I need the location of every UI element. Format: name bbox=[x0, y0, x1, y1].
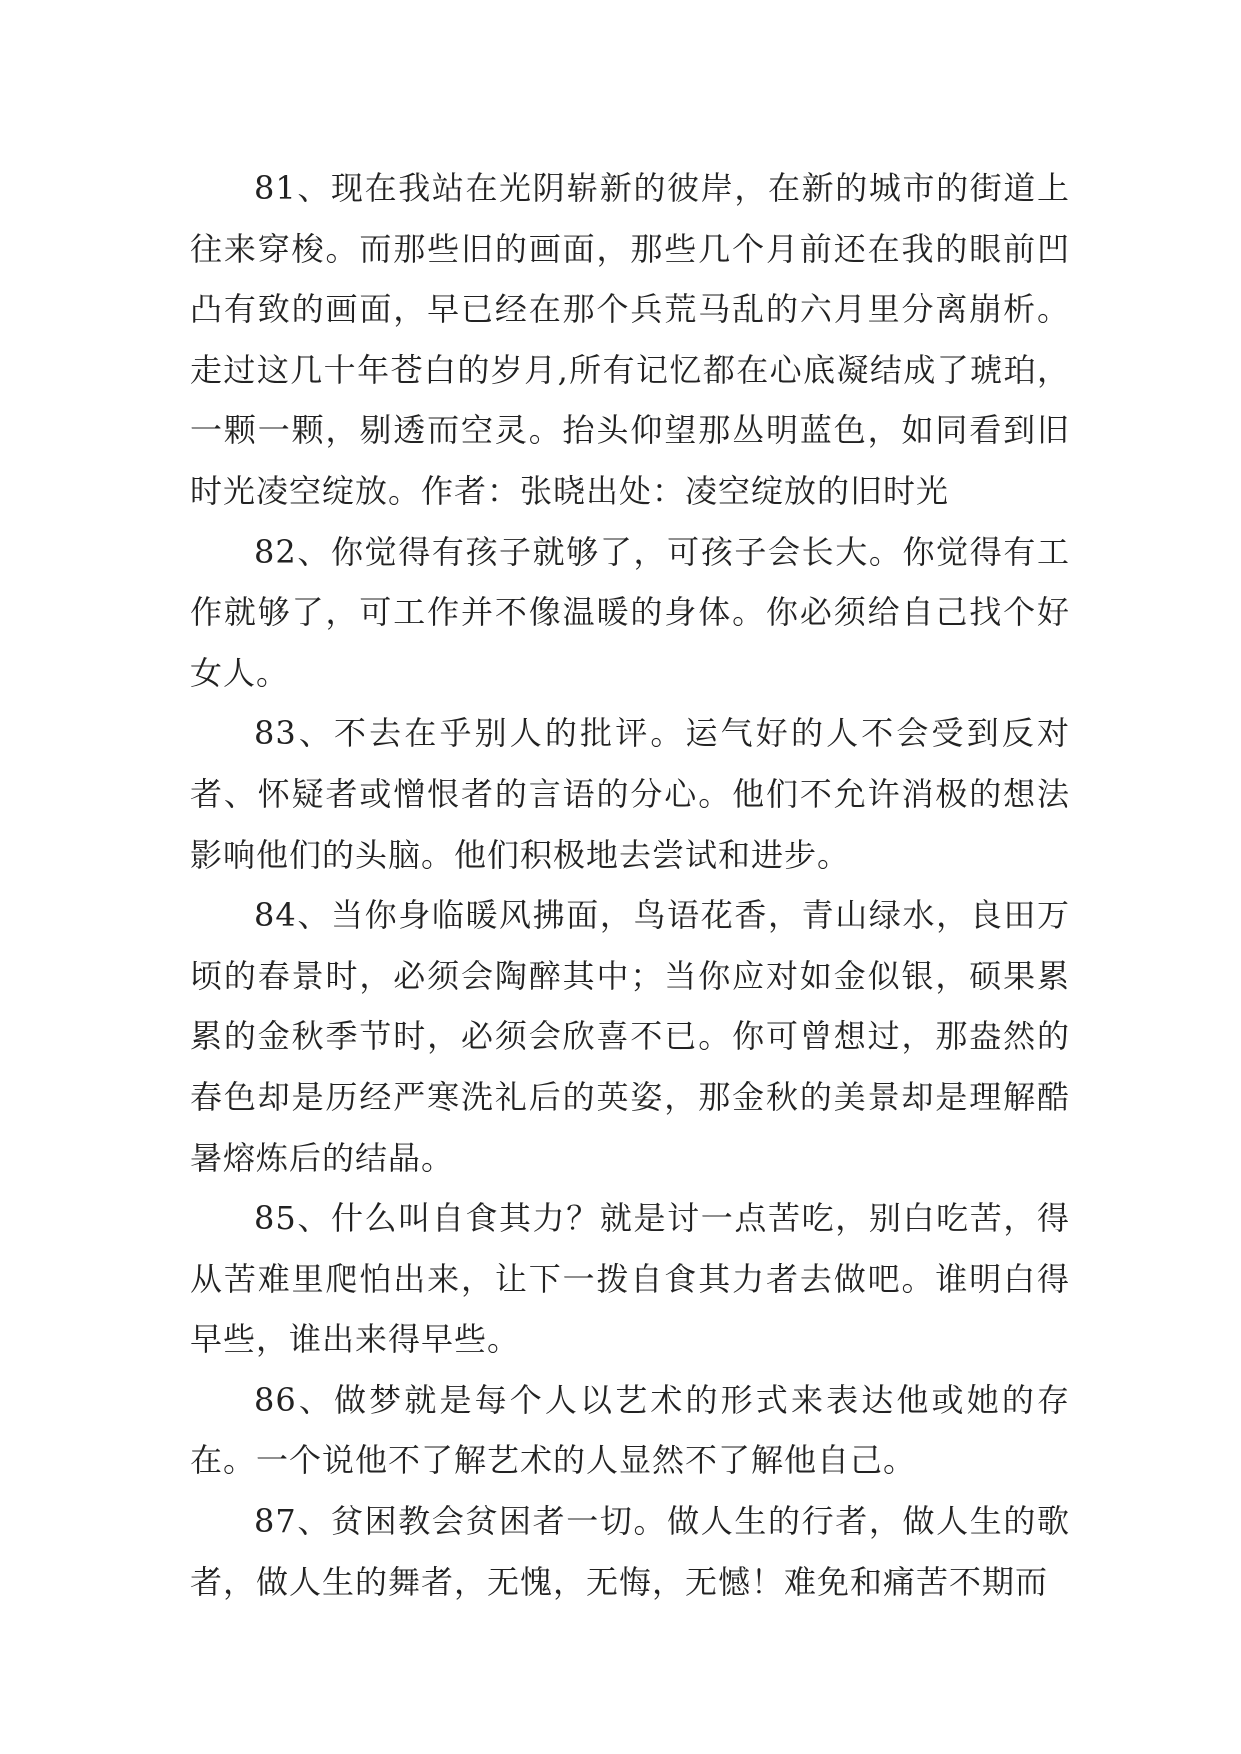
paragraph-87: 87、贫困教会贫困者一切。做人生的行者，做人生的歌者，做人生的舞者，无愧，无悔，无憾！难免和痛苦不期而 bbox=[190, 1502, 1070, 1601]
document-body bbox=[190, 158, 1070, 1612]
paragraph-84: 84、当你身临暖风拂面，鸟语花香，青山绿水，良田万顷的春景时，必须会陶醉其中；当你应对如金似银，硕果累累的金秋季节时，必须会欣喜不已。你可曾想过，那盎然的春色却是历经严寒洗礼后的英姿，那金秋的美景却是理解酷暑熔炼后的结晶。 bbox=[190, 896, 1070, 1177]
paragraph-82: 82、你觉得有孩子就够了，可孩子会长大。你觉得有工作就够了，可工作并不像温暖的身体。你必须给自己找个好女人。 bbox=[190, 532, 1070, 692]
paragraph-86: 86、做梦就是每个人以艺术的形式来表达他或她的存在。一个说他不了解艺术的人显然不了解他自己。 bbox=[190, 1380, 1070, 1480]
paragraph-85: 85、什么叫自食其力？就是讨一点苦吃，别白吃苦，得从苦难里爬怕出来，让下一拨自食其力者去做吧。谁明白得早些，谁出来得早些。 bbox=[190, 1199, 1070, 1359]
paragraph-83: 83、不去在乎别人的批评。运气好的人不会受到反对者、怀疑者或憎恨者的言语的分心。他们不允许消极的想法影响他们的头脑。他们积极地去尝试和进步。 bbox=[190, 714, 1070, 874]
paragraph-81: 81、现在我站在光阴崭新的彼岸，在新的城市的街道上往来穿梭。而那些旧的画面，那些几个月前还在我的眼前凹凸有致的画面，早已经在那个兵荒马乱的六月里分离崩析。走过这几十年苍白的岁月,所有记忆都在心底凝结成了琥珀，一颗一颗，剔透而空灵。抬头仰望那丛明蓝色，如同看到旧时光凌空绽放。作者：张晓出处：凌空绽放的旧时光 bbox=[190, 169, 1070, 510]
